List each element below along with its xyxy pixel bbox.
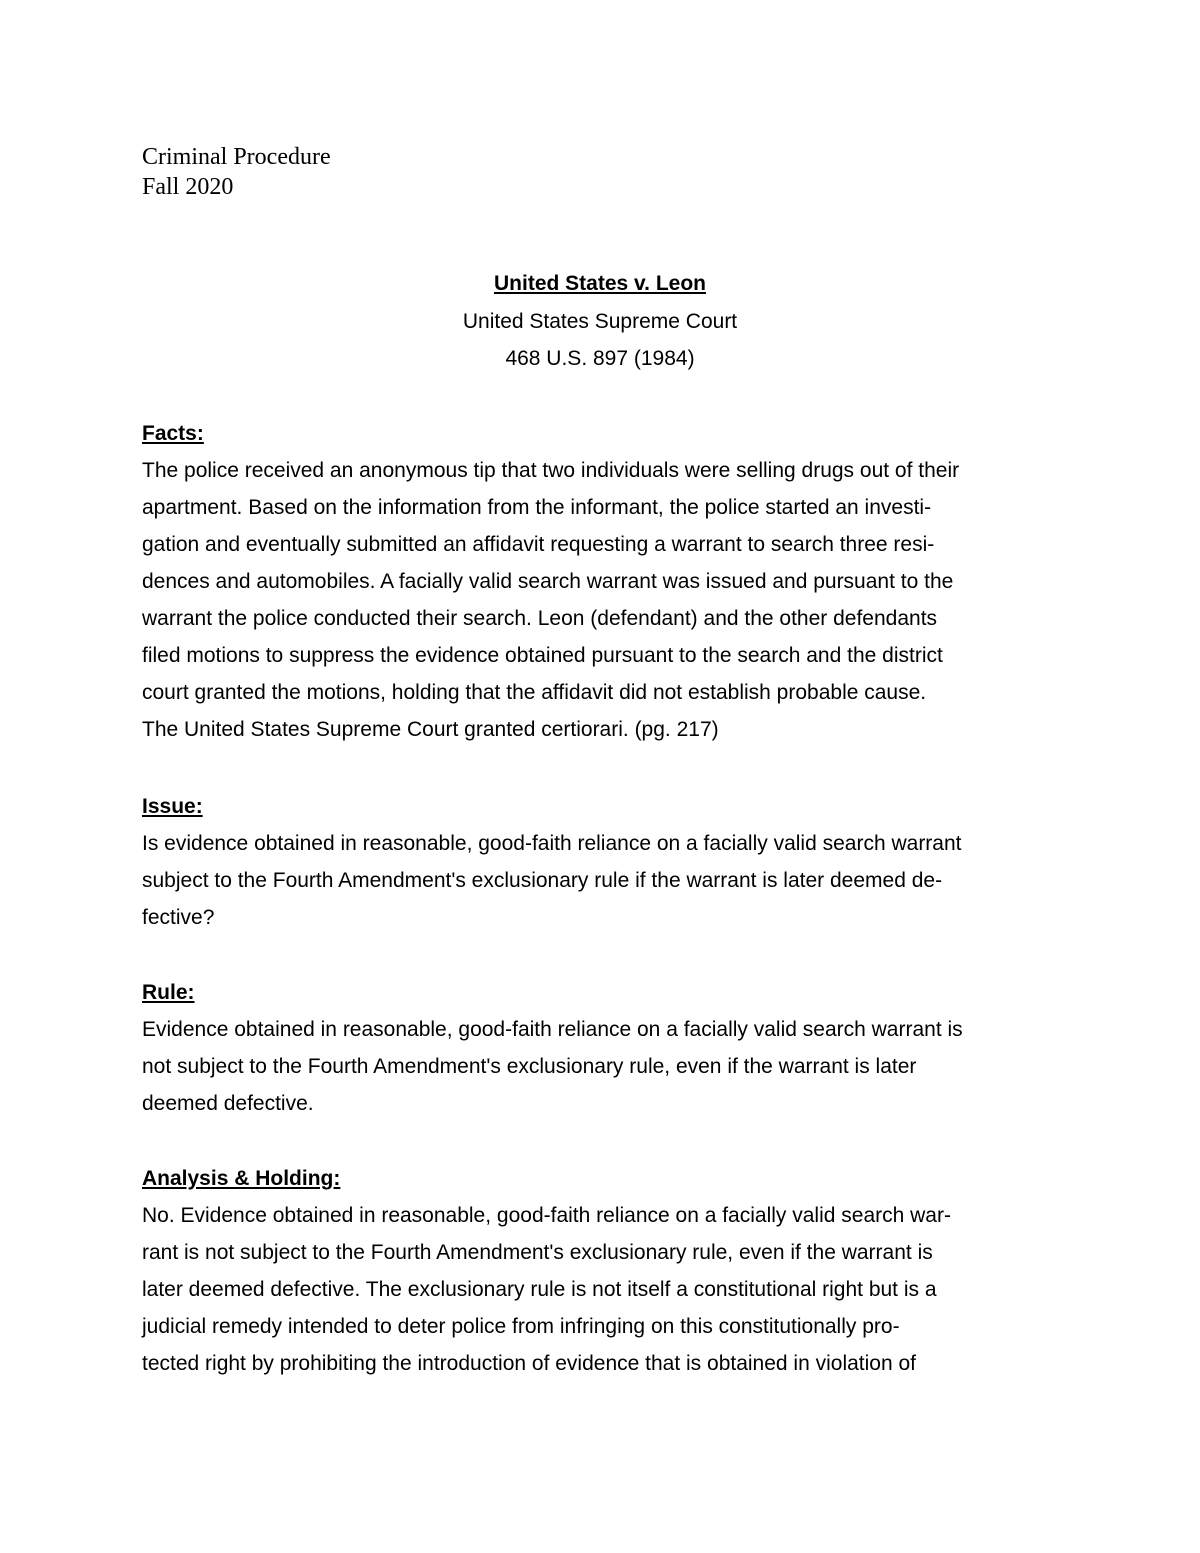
- analysis-line: rant is not subject to the Fourth Amendment's exclusionary rule, even if the warrant is: [142, 1241, 933, 1264]
- rule-line: not subject to the Fourth Amendment's exclusionary rule, even if the warrant is later: [142, 1055, 917, 1078]
- facts-line: filed motions to suppress the evidence obtained pursuant to the search and the district: [142, 644, 943, 667]
- issue-line: Is evidence obtained in reasonable, good-faith reliance on a facially valid search warrant: [142, 832, 962, 855]
- facts-line: warrant the police conducted their search. Leon (defendant) and the other defendants: [142, 607, 938, 630]
- facts-line: The police received an anonymous tip that two individuals were selling drugs out of their: [142, 459, 960, 482]
- course-term: Fall 2020: [142, 174, 234, 200]
- analysis-line: No. Evidence obtained in reasonable, good-faith reliance on a facially valid search war-: [142, 1204, 951, 1227]
- facts-line: dences and automobiles. A facially valid search warrant was issued and pursuant to the: [142, 570, 954, 593]
- facts-line: gation and eventually submitted an affidavit requesting a warrant to search three resi-: [142, 533, 935, 556]
- facts-line: court granted the motions, holding that the affidavit did not establish probable cause.: [142, 681, 927, 704]
- analysis-heading: Analysis & Holding:: [142, 1167, 341, 1190]
- rule-line: deemed defective.: [142, 1092, 314, 1115]
- course-name: Criminal Procedure: [142, 144, 331, 170]
- rule-line: Evidence obtained in reasonable, good-faith reliance on a facially valid search warrant is: [142, 1018, 963, 1041]
- case-citation: 468 U.S. 897 (1984): [505, 347, 695, 370]
- analysis-line: tected right by prohibiting the introduction of evidence that is obtained in violation of: [142, 1352, 916, 1375]
- case-title: United States v. Leon: [494, 272, 706, 295]
- issue-line: fective?: [142, 906, 215, 929]
- facts-line: apartment. Based on the information from the informant, the police started an investi-: [142, 496, 932, 519]
- facts-line: The United States Supreme Court granted certiorari. (pg. 217): [142, 718, 719, 741]
- court-name: United States Supreme Court: [462, 310, 738, 333]
- analysis-line: later deemed defective. The exclusionary rule is not itself a constitutional right but is a: [142, 1278, 937, 1301]
- rule-heading: Rule:: [142, 981, 195, 1004]
- facts-heading: Facts:: [142, 422, 204, 445]
- analysis-line: judicial remedy intended to deter police from infringing on this constitutionally pro-: [142, 1315, 900, 1338]
- issue-line: subject to the Fourth Amendment's exclusionary rule if the warrant is later deemed de-: [142, 869, 943, 892]
- issue-heading: Issue:: [142, 795, 203, 818]
